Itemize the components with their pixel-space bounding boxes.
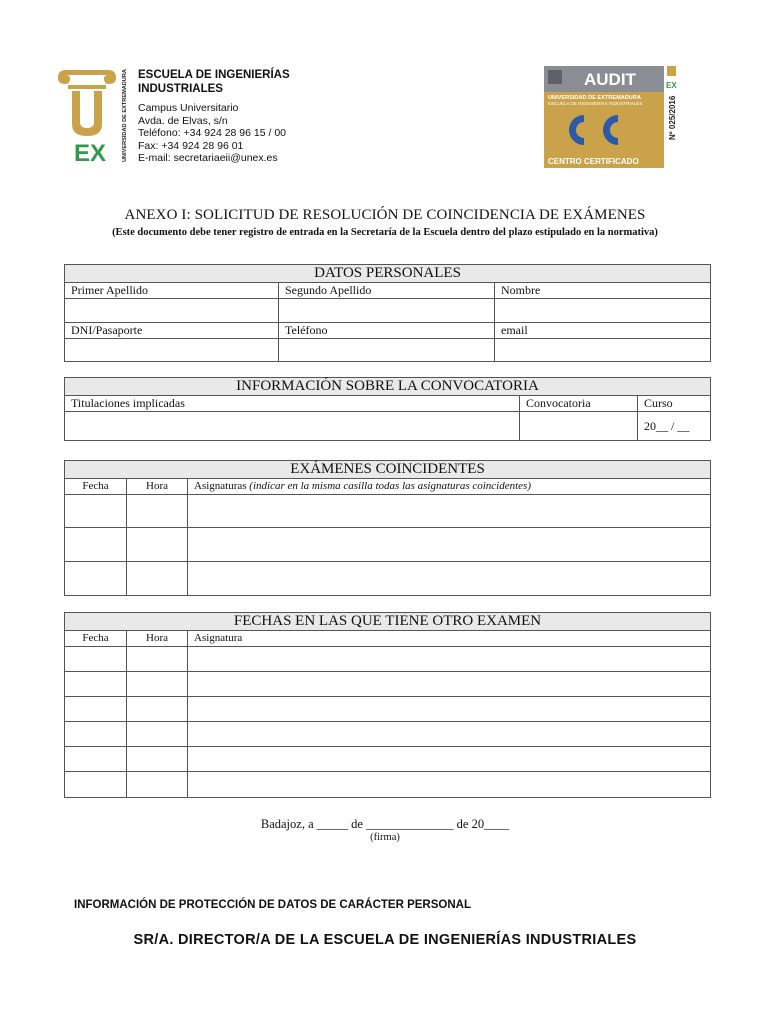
fecha-cell[interactable] — [65, 672, 127, 697]
hora-cell[interactable] — [127, 672, 188, 697]
place-date-line[interactable]: Badajoz, a _____ de ______________ de 20____ — [260, 817, 510, 831]
asignatura-cell[interactable] — [188, 697, 711, 722]
asignaturas-cell[interactable] — [188, 495, 711, 528]
asignaturas-cell[interactable] — [188, 562, 711, 596]
svg-text:EX: EX — [74, 140, 107, 164]
label-segundo-apellido: Segundo Apellido — [279, 283, 495, 299]
label-curso: Curso — [638, 396, 711, 412]
address-line: Campus Universitario — [138, 102, 239, 114]
svg-text:UNIVERSIDAD DE EXTREMADURA: UNIVERSIDAD DE EXTREMADURA — [548, 95, 641, 101]
svg-text:Nº 025/2016: Nº 025/2016 — [668, 95, 677, 140]
svg-text:EX: EX — [666, 81, 677, 90]
table-row — [65, 562, 711, 596]
addressee-heading: SR/A. DIRECTOR/A DE LA ESCUELA DE INGENIERÍAS INDUSTRIALES — [133, 932, 637, 948]
convocatoria-table — [64, 377, 711, 441]
hora-cell[interactable] — [127, 562, 188, 596]
table-row — [65, 672, 711, 697]
fecha-cell[interactable] — [65, 647, 127, 672]
coinciding-exams-table — [64, 460, 711, 596]
section-heading: EXÁMENES COINCIDENTES — [65, 461, 711, 479]
fecha-cell[interactable] — [65, 495, 127, 528]
phone-line: Teléfono: +34 924 28 96 15 / 00 — [138, 127, 286, 139]
column-header-hora: Hora — [127, 479, 188, 495]
email-field[interactable] — [495, 339, 711, 362]
fecha-cell[interactable] — [65, 697, 127, 722]
segundo-apellido-field[interactable] — [279, 299, 495, 323]
label-dni: DNI/Pasaporte — [65, 323, 279, 339]
hora-cell[interactable] — [127, 697, 188, 722]
svg-text:ESCUELA DE INGENIERÍAS INDUSTR: ESCUELA DE INGENIERÍAS INDUSTRIALES — [548, 101, 643, 106]
svg-text:UNIVERSIDAD DE EXTREMADURA: UNIVERSIDAD DE EXTREMADURA — [122, 69, 128, 162]
table-row — [65, 495, 711, 528]
data-protection-heading: INFORMACIÓN DE PROTECCIÓN DE DATOS DE CARÁCTER PERSONAL — [74, 899, 471, 911]
titulaciones-field[interactable] — [65, 412, 520, 441]
label-email: email — [495, 323, 711, 339]
school-name: ESCUELA DE INGENIERÍAS INDUSTRIALES — [138, 69, 290, 95]
label-convocatoria: Convocatoria — [520, 396, 638, 412]
hora-cell[interactable] — [127, 747, 188, 772]
label-titulaciones: Titulaciones implicadas — [65, 396, 520, 412]
hora-cell[interactable] — [127, 772, 188, 798]
hora-cell[interactable] — [127, 528, 188, 562]
table-row — [65, 647, 711, 672]
primer-apellido-field[interactable] — [65, 299, 279, 323]
asignatura-cell[interactable] — [188, 647, 711, 672]
label-telefono: Teléfono — [279, 323, 495, 339]
label-primer-apellido: Primer Apellido — [65, 283, 279, 299]
document-subtitle: (Este documento debe tener registro de entrada en la Secretaría de la Escuela dentro del plazo estipulado en la normativa) — [112, 227, 658, 238]
telefono-field[interactable] — [279, 339, 495, 362]
fecha-cell[interactable] — [65, 528, 127, 562]
column-header-hora: Hora — [127, 631, 188, 647]
column-header-fecha: Fecha — [65, 479, 127, 495]
asignatura-cell[interactable] — [188, 722, 711, 747]
dni-field[interactable] — [65, 339, 279, 362]
fecha-cell[interactable] — [65, 562, 127, 596]
other-exams-table — [64, 612, 711, 798]
school-info — [138, 68, 478, 165]
fecha-cell[interactable] — [65, 772, 127, 798]
section-heading: FECHAS EN LAS QUE TIENE OTRO EXAMEN — [65, 613, 711, 631]
asignatura-cell[interactable] — [188, 747, 711, 772]
curso-field[interactable]: 20__ / __ — [638, 412, 711, 441]
table-row — [65, 722, 711, 747]
section-heading: DATOS PERSONALES — [65, 265, 711, 283]
asignatura-cell[interactable] — [188, 672, 711, 697]
table-row — [65, 697, 711, 722]
audit-certificate-badge — [544, 66, 678, 168]
svg-text:CENTRO CERTIFICADO: CENTRO CERTIFICADO — [548, 157, 639, 166]
table-row — [65, 747, 711, 772]
table-row — [65, 772, 711, 798]
hora-cell[interactable] — [127, 495, 188, 528]
svg-text:AUDIT: AUDIT — [584, 70, 636, 89]
column-header-fecha: Fecha — [65, 631, 127, 647]
hora-cell[interactable] — [127, 722, 188, 747]
column-header-asignaturas: Asignaturas (indicar en la misma casilla todas las asignaturas coincidentes) — [188, 479, 711, 495]
fecha-cell[interactable] — [65, 722, 127, 747]
asignaturas-cell[interactable] — [188, 528, 711, 562]
fax-line: Fax: +34 924 28 96 01 — [138, 139, 244, 152]
university-logo — [54, 64, 130, 164]
column-header-asignatura: Asignatura — [188, 631, 711, 647]
email-line: E-mail: secretariaeii@unex.es — [138, 152, 278, 164]
signature-label: (firma) — [370, 832, 400, 843]
section-heading: INFORMACIÓN SOBRE LA CONVOCATORIA — [65, 378, 711, 396]
school-address — [138, 102, 478, 165]
nombre-field[interactable] — [495, 299, 711, 323]
personal-data-table — [64, 264, 711, 362]
fecha-cell[interactable] — [65, 747, 127, 772]
document-title: ANEXO I: SOLICITUD DE RESOLUCIÓN DE COINCIDENCIA DE EXÁMENES — [124, 207, 646, 223]
hora-cell[interactable] — [127, 647, 188, 672]
address-line: Avda. de Elvas, s/n — [138, 114, 228, 127]
asignatura-cell[interactable] — [188, 772, 711, 798]
convocatoria-field[interactable] — [520, 412, 638, 441]
label-nombre: Nombre — [495, 283, 711, 299]
table-row — [65, 528, 711, 562]
